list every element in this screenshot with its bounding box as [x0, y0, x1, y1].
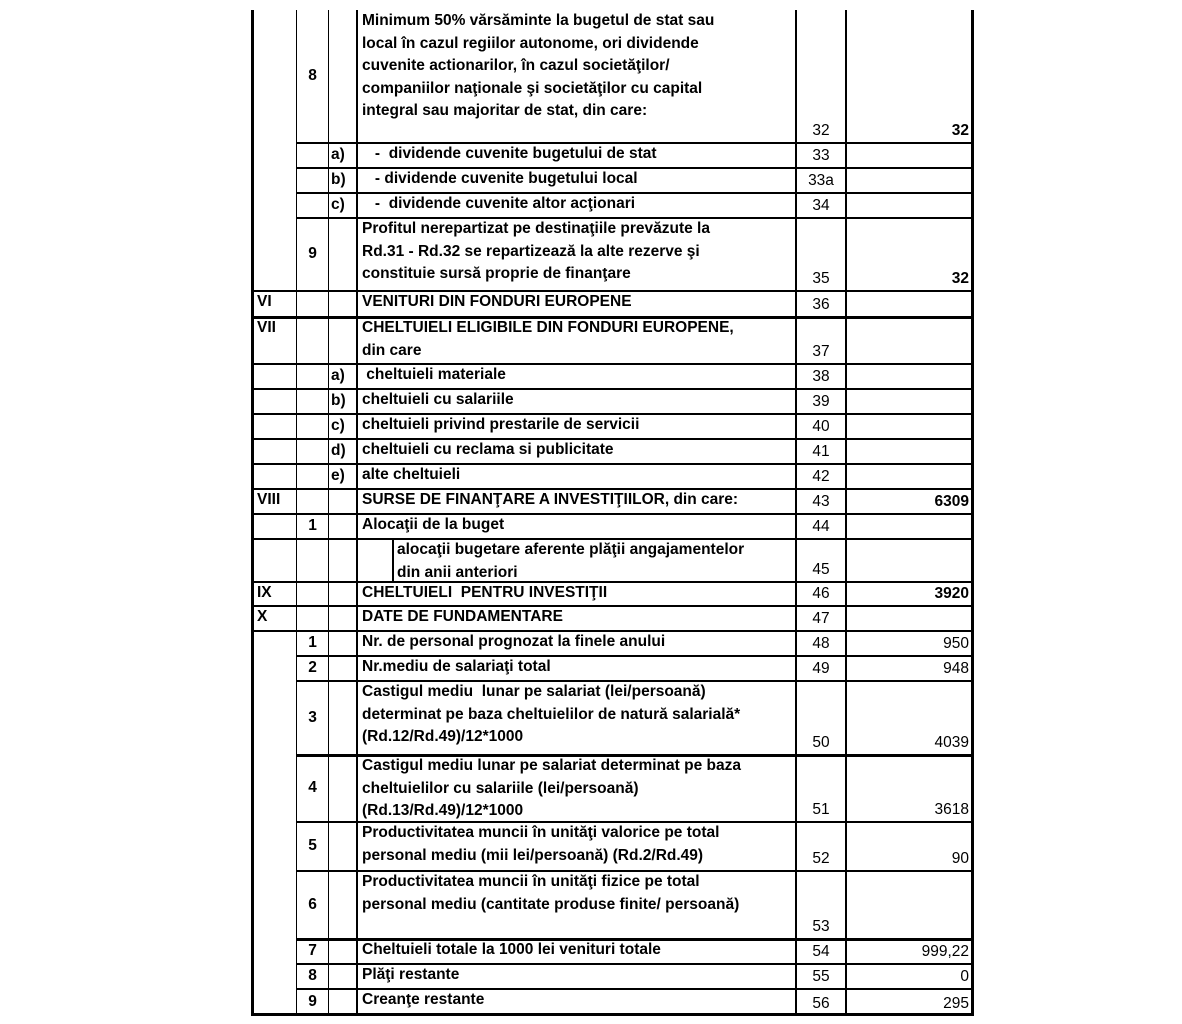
item-number-cell: 3	[296, 681, 328, 755]
section-roman-cell	[254, 681, 296, 755]
value-cell: 4039	[845, 681, 971, 755]
table-row	[254, 822, 971, 871]
description-cell: Profitul nerepartizat pe destinaţiile prevăzute la Rd.31 - Rd.32 se repartizează la alte rezerve şi constituie sursă proprie de finanţare	[356, 218, 795, 291]
value-cell	[845, 871, 971, 939]
item-number-cell: 9	[296, 218, 328, 291]
item-number-cell	[296, 168, 328, 193]
section-roman-cell: X	[257, 608, 268, 625]
item-number-cell	[296, 291, 328, 317]
section-roman-cell	[254, 10, 296, 143]
sub-letter-cell	[328, 964, 356, 989]
value-cell	[845, 317, 971, 364]
section-roman-cell	[254, 389, 296, 414]
value-cell	[845, 414, 971, 439]
sub-letter-cell: c)	[328, 414, 356, 439]
section-roman-cell	[254, 631, 296, 656]
table-row	[254, 439, 971, 464]
sub-letter-cell	[328, 631, 356, 656]
section-roman-cell	[254, 822, 296, 871]
table-row	[254, 656, 971, 681]
table-row	[254, 193, 971, 218]
cell-text: alocaţii bugetare aferente plăţii angajamentelor din anii anteriori	[392, 539, 795, 582]
description-cell: Minimum 50% vărsăminte la bugetul de stat sau local în cazul regiilor autonome, ori dividende cuvenite actionarilor, în cazul societăţilor/ companiilor naţionale şi societăţilor cu capital integral sau majoritar de stat, din care:	[356, 10, 795, 143]
budget-table	[251, 10, 974, 1016]
section-roman-cell	[254, 871, 296, 939]
description-cell: VENITURI DIN FONDURI EUROPENE	[356, 291, 795, 317]
table-row	[254, 582, 971, 606]
description-cell: Creanţe restante	[356, 989, 795, 1016]
table-row	[254, 539, 971, 582]
row-code-cell: 50	[795, 681, 845, 755]
sub-letter-cell: b)	[328, 389, 356, 414]
table-row	[254, 631, 971, 656]
sub-letter-cell	[328, 291, 356, 317]
row-code-cell: 44	[795, 514, 845, 539]
description-cell: CHELTUIELI ELIGIBILE DIN FONDURI EUROPENE, din care	[356, 317, 795, 364]
section-roman-cell	[254, 439, 296, 464]
section-roman-cell	[254, 218, 296, 291]
row-code-cell: 39	[795, 389, 845, 414]
section-roman-cell	[254, 964, 296, 989]
item-number-cell	[296, 414, 328, 439]
item-number-cell	[296, 464, 328, 489]
description-cell: Alocaţii de la buget	[356, 514, 795, 539]
section-roman-cell: VIII	[257, 491, 281, 508]
sub-letter-cell: a)	[328, 364, 356, 389]
item-number-cell	[296, 539, 328, 582]
value-cell	[845, 143, 971, 168]
description-cell: DATE DE FUNDAMENTARE	[356, 606, 795, 631]
row-code-cell: 56	[795, 989, 845, 1016]
section-roman-cell	[254, 939, 296, 964]
description-cell: cheltuieli materiale	[356, 364, 795, 389]
value-cell	[845, 439, 971, 464]
section-roman-cell: VII	[257, 319, 276, 336]
item-number-cell	[296, 582, 328, 606]
table-row	[254, 514, 971, 539]
table-row	[254, 681, 971, 755]
item-number-cell: 4	[296, 755, 328, 822]
sub-letter-cell	[328, 489, 356, 514]
row-code-cell: 47	[795, 606, 845, 631]
item-number-cell	[296, 364, 328, 389]
value-cell: 948	[845, 656, 971, 681]
section-roman-cell	[254, 168, 296, 193]
description-cell: cheltuieli cu salariile	[356, 389, 795, 414]
description-cell: - dividende cuvenite bugetului de stat	[356, 143, 795, 168]
description-cell: Cheltuieli totale la 1000 lei venituri totale	[356, 939, 795, 964]
table-row	[254, 364, 971, 389]
value-cell: 3618	[845, 755, 971, 822]
row-code-cell: 54	[795, 939, 845, 964]
table-row	[254, 489, 971, 514]
item-number-cell: 7	[296, 939, 328, 964]
description-cell: alte cheltuieli	[356, 464, 795, 489]
value-cell: 999,22	[845, 939, 971, 964]
value-cell	[845, 539, 971, 582]
section-roman-cell: VI	[257, 293, 272, 310]
value-cell: 3920	[845, 582, 971, 606]
row-code-cell: 33a	[795, 168, 845, 193]
item-number-cell	[296, 439, 328, 464]
row-code-cell: 55	[795, 964, 845, 989]
value-cell	[845, 291, 971, 317]
sub-letter-cell	[328, 218, 356, 291]
item-number-cell: 5	[296, 822, 328, 871]
sub-letter-cell: b)	[328, 168, 356, 193]
item-number-cell	[296, 193, 328, 218]
value-cell: 950	[845, 631, 971, 656]
value-cell: 295	[845, 989, 971, 1016]
item-number-cell: 8	[296, 10, 328, 143]
table-row	[254, 871, 971, 939]
value-cell: 32	[845, 218, 971, 291]
table-row	[254, 606, 971, 631]
sub-letter-cell	[328, 755, 356, 822]
value-cell	[845, 606, 971, 631]
item-number-cell: 1	[296, 631, 328, 656]
table-row	[254, 218, 971, 291]
table-row	[254, 755, 971, 822]
sub-letter-cell	[328, 582, 356, 606]
row-code-cell: 33	[795, 143, 845, 168]
table-row	[254, 389, 971, 414]
row-code-cell: 45	[795, 539, 845, 582]
item-number-cell: 6	[296, 871, 328, 939]
row-code-cell: 34	[795, 193, 845, 218]
value-cell	[845, 364, 971, 389]
table-row	[254, 291, 971, 317]
row-code-cell: 41	[795, 439, 845, 464]
sub-letter-cell	[328, 656, 356, 681]
row-code-cell: 40	[795, 414, 845, 439]
section-roman-cell	[254, 989, 296, 1016]
section-roman-cell	[254, 514, 296, 539]
sub-letter-cell	[328, 317, 356, 364]
sub-letter-cell: c)	[328, 193, 356, 218]
description-cell: Castigul mediu lunar pe salariat determinat pe baza cheltuielilor cu salariile (lei/persoană) (Rd.13/Rd.49)/12*1000	[356, 755, 795, 822]
row-code-cell: 53	[795, 871, 845, 939]
sub-letter-cell: e)	[328, 464, 356, 489]
table-row	[254, 143, 971, 168]
sub-letter-cell	[328, 681, 356, 755]
value-cell: 90	[845, 822, 971, 871]
table-row	[254, 989, 971, 1016]
item-number-cell	[296, 606, 328, 631]
sub-letter-cell	[328, 939, 356, 964]
section-roman-cell	[254, 364, 296, 389]
section-roman-cell	[254, 656, 296, 681]
table-row	[254, 168, 971, 193]
description-cell: CHELTUIELI PENTRU INVESTIŢII	[356, 582, 795, 606]
section-roman-cell	[254, 193, 296, 218]
description-cell: Plăţi restante	[356, 964, 795, 989]
description-cell: - dividende cuvenite bugetului local	[356, 168, 795, 193]
table-row	[254, 939, 971, 964]
row-code-cell: 42	[795, 464, 845, 489]
section-roman-cell: IX	[257, 584, 272, 601]
row-code-cell: 38	[795, 364, 845, 389]
table-row	[254, 964, 971, 989]
sub-letter-cell	[328, 871, 356, 939]
item-number-cell	[296, 489, 328, 514]
sub-letter-cell	[328, 10, 356, 143]
table-row	[254, 317, 971, 364]
item-number-cell: 9	[296, 989, 328, 1016]
item-number-cell: 8	[296, 964, 328, 989]
value-cell	[845, 464, 971, 489]
value-cell: 0	[845, 964, 971, 989]
description-cell: cheltuieli cu reclama si publicitate	[356, 439, 795, 464]
item-number-cell	[296, 317, 328, 364]
section-roman-cell	[254, 755, 296, 822]
value-cell	[845, 514, 971, 539]
section-roman-cell	[254, 414, 296, 439]
description-cell: - dividende cuvenite altor acţionari	[356, 193, 795, 218]
description-cell: Nr.mediu de salariaţi total	[356, 656, 795, 681]
value-cell: 6309	[845, 489, 971, 514]
table-row	[254, 414, 971, 439]
description-cell: cheltuieli privind prestarile de servicii	[356, 414, 795, 439]
section-roman-cell	[254, 143, 296, 168]
row-code-cell: 36	[795, 291, 845, 317]
row-code-cell: 52	[795, 822, 845, 871]
description-cell: Nr. de personal prognozat la finele anului	[356, 631, 795, 656]
row-code-cell: 43	[795, 489, 845, 514]
sub-letter-cell	[328, 989, 356, 1016]
description-cell: Productivitatea muncii în unităţi valorice pe total personal mediu (mii lei/persoană) (Rd.2/Rd.49)	[356, 822, 795, 871]
row-code-cell: 49	[795, 656, 845, 681]
description-cell: Productivitatea muncii în unităţi fizice pe total personal mediu (cantitate produse finite/ persoană)	[356, 871, 795, 939]
item-number-cell: 2	[296, 656, 328, 681]
sub-letter-cell: a)	[328, 143, 356, 168]
sub-letter-cell	[328, 822, 356, 871]
table-row	[254, 464, 971, 489]
sub-letter-cell	[328, 514, 356, 539]
row-code-cell: 32	[795, 10, 845, 143]
row-code-cell: 35	[795, 218, 845, 291]
table-row	[254, 10, 971, 143]
sub-letter-cell: d)	[328, 439, 356, 464]
description-cell	[356, 539, 795, 582]
description-cell: SURSE DE FINANŢARE A INVESTIŢIILOR, din care:	[356, 489, 795, 514]
sub-letter-cell	[328, 606, 356, 631]
row-code-cell: 51	[795, 755, 845, 822]
sub-letter-cell	[328, 539, 356, 582]
row-code-cell: 46	[795, 582, 845, 606]
section-roman-cell	[254, 464, 296, 489]
item-number-cell	[296, 143, 328, 168]
item-number-cell	[296, 389, 328, 414]
row-code-cell: 48	[795, 631, 845, 656]
row-code-cell: 37	[795, 317, 845, 364]
value-cell: 32	[845, 10, 971, 143]
value-cell	[845, 193, 971, 218]
item-number-cell: 1	[296, 514, 328, 539]
description-cell: Castigul mediu lunar pe salariat (lei/persoană) determinat pe baza cheltuielilor de natură salarială* (Rd.12/Rd.49)/12*1000	[356, 681, 795, 755]
value-cell	[845, 168, 971, 193]
section-roman-cell	[254, 539, 296, 582]
value-cell	[845, 389, 971, 414]
